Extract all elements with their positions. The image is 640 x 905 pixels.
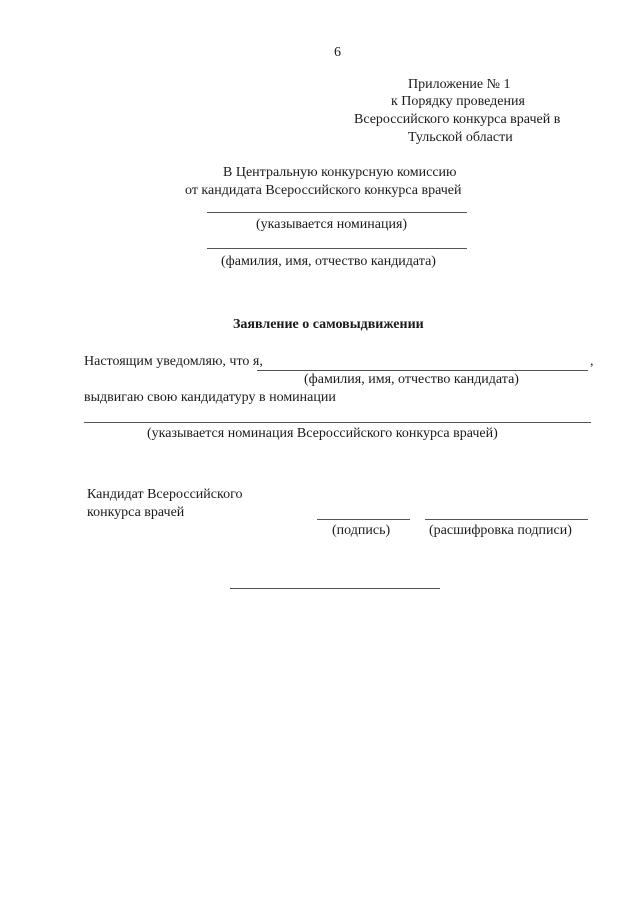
nomination-blank-line xyxy=(207,212,467,213)
decoding-caption: (расшифровка подписи) xyxy=(429,523,572,538)
signature-caption: (подпись) xyxy=(332,523,391,538)
page-number: 6 xyxy=(334,45,341,60)
appendix-line-4: Тульской области xyxy=(408,130,513,145)
appendix-line-3: Всероссийского конкурса врачей в xyxy=(354,112,561,127)
comma: , xyxy=(590,354,594,369)
nominate-text: выдвигаю свою кандидатуру в номинации xyxy=(84,390,336,405)
name-blank-line xyxy=(207,248,467,249)
addressee-line-1: В Центральную конкурсную комиссию xyxy=(223,165,457,180)
signature-line xyxy=(317,519,410,520)
name-caption: (фамилия, имя, отчество кандидата) xyxy=(221,254,436,269)
decoding-line xyxy=(425,519,588,520)
name-fill-line xyxy=(257,370,588,371)
nomination-fill-line xyxy=(84,422,591,423)
document-title: Заявление о самовыдвижении xyxy=(233,317,424,332)
appendix-line-1: Приложение № 1 xyxy=(408,77,511,92)
appendix-line-2: к Порядку проведения xyxy=(391,94,525,109)
closing-line xyxy=(230,588,440,589)
notify-text: Настоящим уведомляю, что я, xyxy=(84,354,263,369)
nomination-caption: (указывается номинация) xyxy=(256,217,408,232)
candidate-line-2: конкурса врачей xyxy=(87,505,185,520)
candidate-line-1: Кандидат Всероссийского xyxy=(87,487,243,502)
body-name-caption: (фамилия, имя, отчество кандидата) xyxy=(304,372,519,387)
addressee-line-2: от кандидата Всероссийского конкурса врачей xyxy=(185,183,462,198)
body-nomination-caption: (указывается номинация Всероссийского конкурса врачей) xyxy=(147,426,498,441)
